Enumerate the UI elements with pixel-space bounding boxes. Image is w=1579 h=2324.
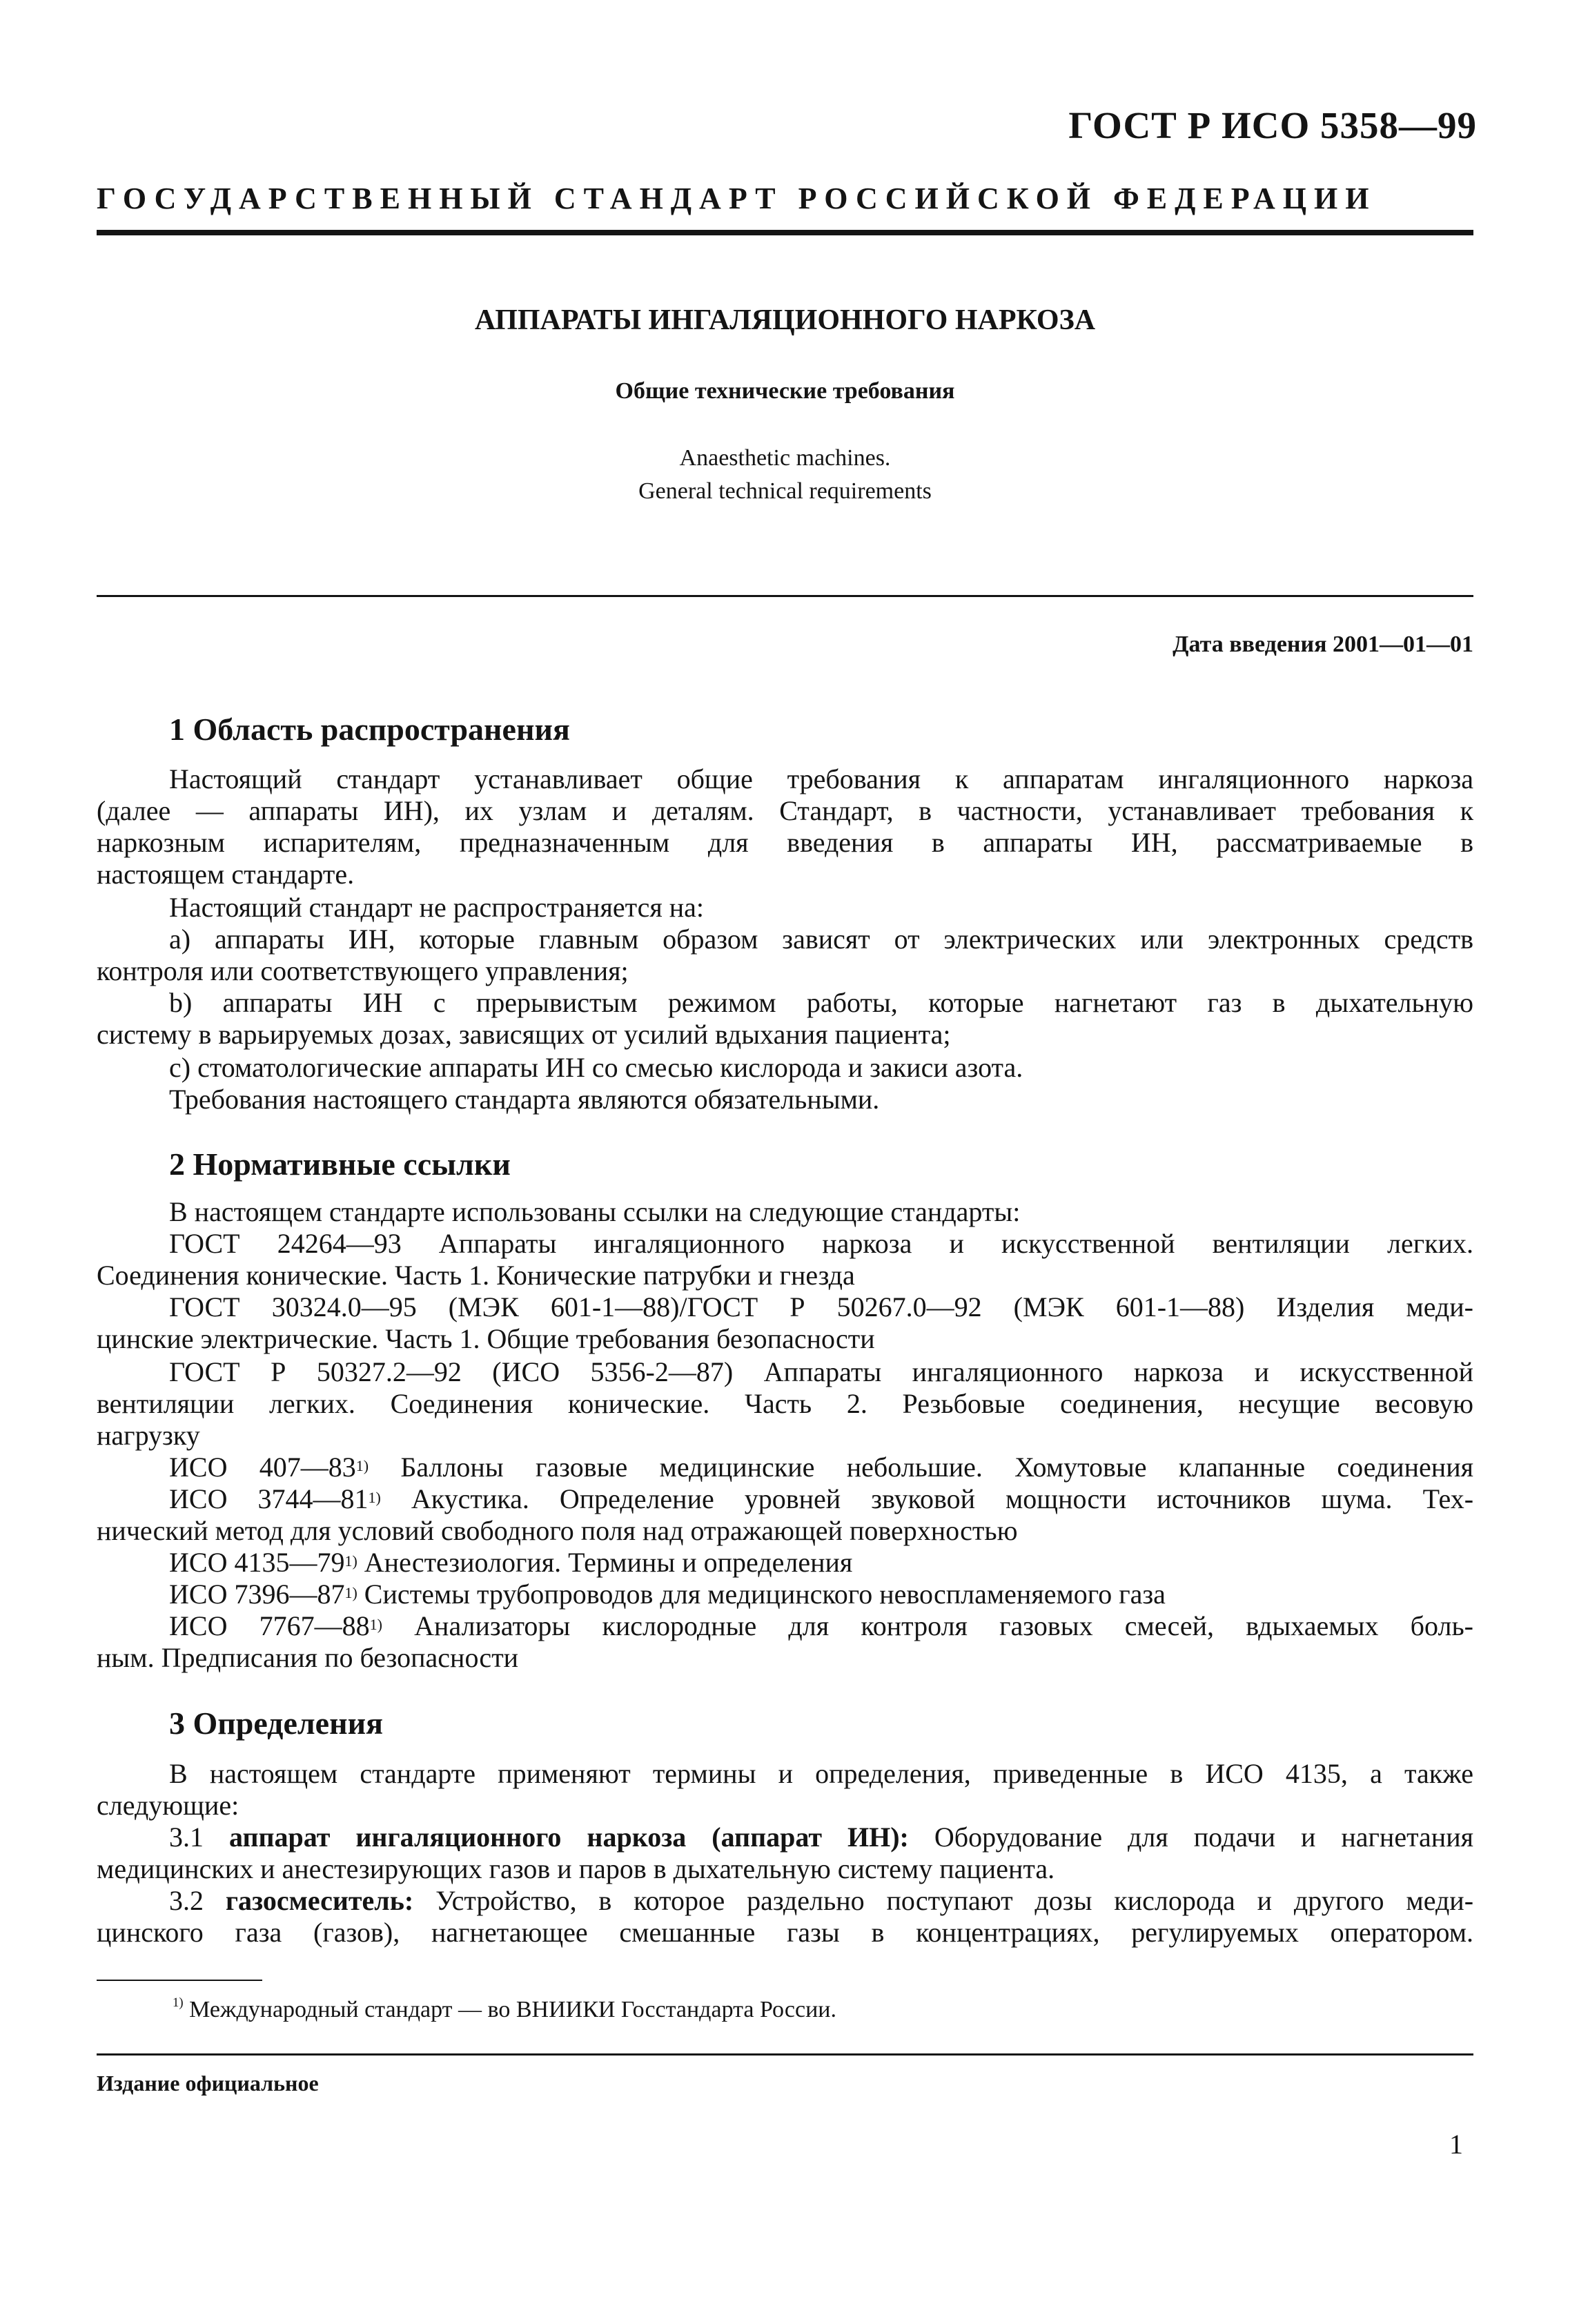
- section-1-heading: 1 Область распространения: [169, 712, 570, 747]
- section-1-line: (далее — аппараты ИН), их узлам и деталям. Стандарт, в частности, устанавливает требования к: [97, 795, 1473, 826]
- definition-3-1: 3.1 аппарат ингаляционного наркоза (аппарат ИН): Оборудование для подачи и нагнетания: [169, 1822, 1473, 1853]
- section-1-line: а) аппараты ИН, которые главным образом зависят от электрических или электронных средств: [169, 924, 1473, 955]
- section-3-line: следующие:: [97, 1790, 239, 1821]
- definition-3-1-continuation: медицинских и анестезирующих газов и паров в дыхательную систему пациента.: [97, 1853, 1055, 1884]
- footer-rule: [97, 2053, 1473, 2056]
- iso-reference-continuation: нический метод для условий свободного поля над отражающей поверхностью: [97, 1515, 1018, 1546]
- definition-3-2-continuation: цинского газа (газов), нагнетающее смешанные газы в концентрациях, регулируемых оператором.: [97, 1917, 1473, 1948]
- document-title: АППАРАТЫ ИНГАЛЯЦИОННОГО НАРКОЗА: [474, 304, 1096, 336]
- section-2-line: ГОСТ 24264—93 Аппараты ингаляционного наркоза и искусственной вентиляции легких.: [169, 1228, 1473, 1259]
- header-rule: [97, 230, 1473, 235]
- introduction-date: Дата введения 2001—01—01: [1173, 632, 1473, 657]
- section-2-line: ГОСТ 30324.0—95 (МЭК 601-1—88)/ГОСТ Р 50267.0—92 (МЭК 601-1—88) Изделия меди-: [169, 1291, 1473, 1322]
- section-2-line: ГОСТ Р 50327.2—92 (ИСО 5356-2—87) Аппараты ингаляционного наркоза и искусственной: [169, 1356, 1473, 1387]
- section-1-line: систему в варьируемых дозах, зависящих от усилий вдыхания пациента;: [97, 1019, 951, 1050]
- doc-number: ГОСТ Р ИСО 5358—99: [1068, 104, 1477, 146]
- english-title-line-2: General technical requirements: [638, 478, 932, 504]
- section-3-heading: 3 Определения: [169, 1706, 383, 1741]
- section-1-line: Настоящий стандарт устанавливает общие требования к аппаратам ингаляционного наркоза: [169, 763, 1473, 794]
- footnote: $^{1)}$ Международный стандарт — во ВНИИКИ Госстандарта России.: [173, 1995, 836, 2022]
- english-title-line-1: Anaesthetic machines.: [679, 445, 891, 471]
- iso-reference: ИСО 3744—81$^{1)}$ Акустика. Определение уровней звуковой мощности источников шума. Тех-: [169, 1483, 1473, 1514]
- section-2-line: вентиляции легких. Соединения конические. Часть 2. Резьбовые соединения, несущие весовую: [97, 1388, 1473, 1419]
- footnote-rule: [97, 1980, 262, 1981]
- iso-reference: ИСО 407—83$^{1)}$ Баллоны газовые медицинские небольшие. Хомутовые клапанные соединения: [169, 1452, 1473, 1483]
- iso-reference: ИСО 4135—79$^{1)}$ Анестезиология. Термины и определения: [169, 1547, 853, 1578]
- iso-reference-continuation: ным. Предписания по безопасности: [97, 1642, 519, 1673]
- section-1-line: Требования настоящего стандарта являются обязательными.: [169, 1084, 880, 1115]
- section-2-line: цинские электрические. Часть 1. Общие требования безопасности: [97, 1323, 875, 1354]
- page-number: 1: [1449, 2129, 1463, 2160]
- section-1-line: наркозным испарителям, предназначенным для введения в аппараты ИН, рассматриваемые в: [97, 827, 1473, 858]
- iso-reference: ИСО 7767—88$^{1)}$ Анализаторы кислородные для контроля газовых смесей, вдыхаемых боль-: [169, 1610, 1473, 1641]
- section-1-line: b) аппараты ИН с прерывистым режимом работы, которые нагнетают газ в дыхательную: [169, 987, 1473, 1018]
- title-rule: [97, 595, 1473, 597]
- section-2-line: В настоящем стандарте использованы ссылки на следующие стандарты:: [169, 1196, 1021, 1227]
- section-3-line: В настоящем стандарте применяют термины и определения, приведенные в ИСО 4135, а также: [169, 1758, 1473, 1789]
- section-1-line: настоящем стандарте.: [97, 859, 355, 890]
- state-standard-banner: ГОСУДАРСТВЕННЫЙ СТАНДАРТ РОССИЙСКОЙ ФЕДЕРАЦИИ: [97, 182, 1377, 215]
- section-2-line: Соединения конические. Часть 1. Конические патрубки и гнезда: [97, 1260, 855, 1291]
- edition-label: Издание официальное: [97, 2071, 319, 2096]
- iso-reference: ИСО 7396—87$^{1)}$ Системы трубопроводов для медицинского невоспламеняемого газа: [169, 1579, 1166, 1610]
- definition-3-2: 3.2 газосмеситель: Устройство, в которое раздельно поступают дозы кислорода и другого меди-: [169, 1885, 1473, 1916]
- section-2-line: нагрузку: [97, 1420, 200, 1451]
- section-1-line: с) стоматологические аппараты ИН со смесью кислорода и закиси азота.: [169, 1052, 1023, 1083]
- document-subtitle: Общие технические требования: [615, 378, 955, 404]
- section-1-line: Настоящий стандарт не распространяется на:: [169, 892, 705, 923]
- section-2-heading: 2 Нормативные ссылки: [169, 1146, 511, 1182]
- section-1-line: контроля или соответствующего управления;: [97, 955, 629, 986]
